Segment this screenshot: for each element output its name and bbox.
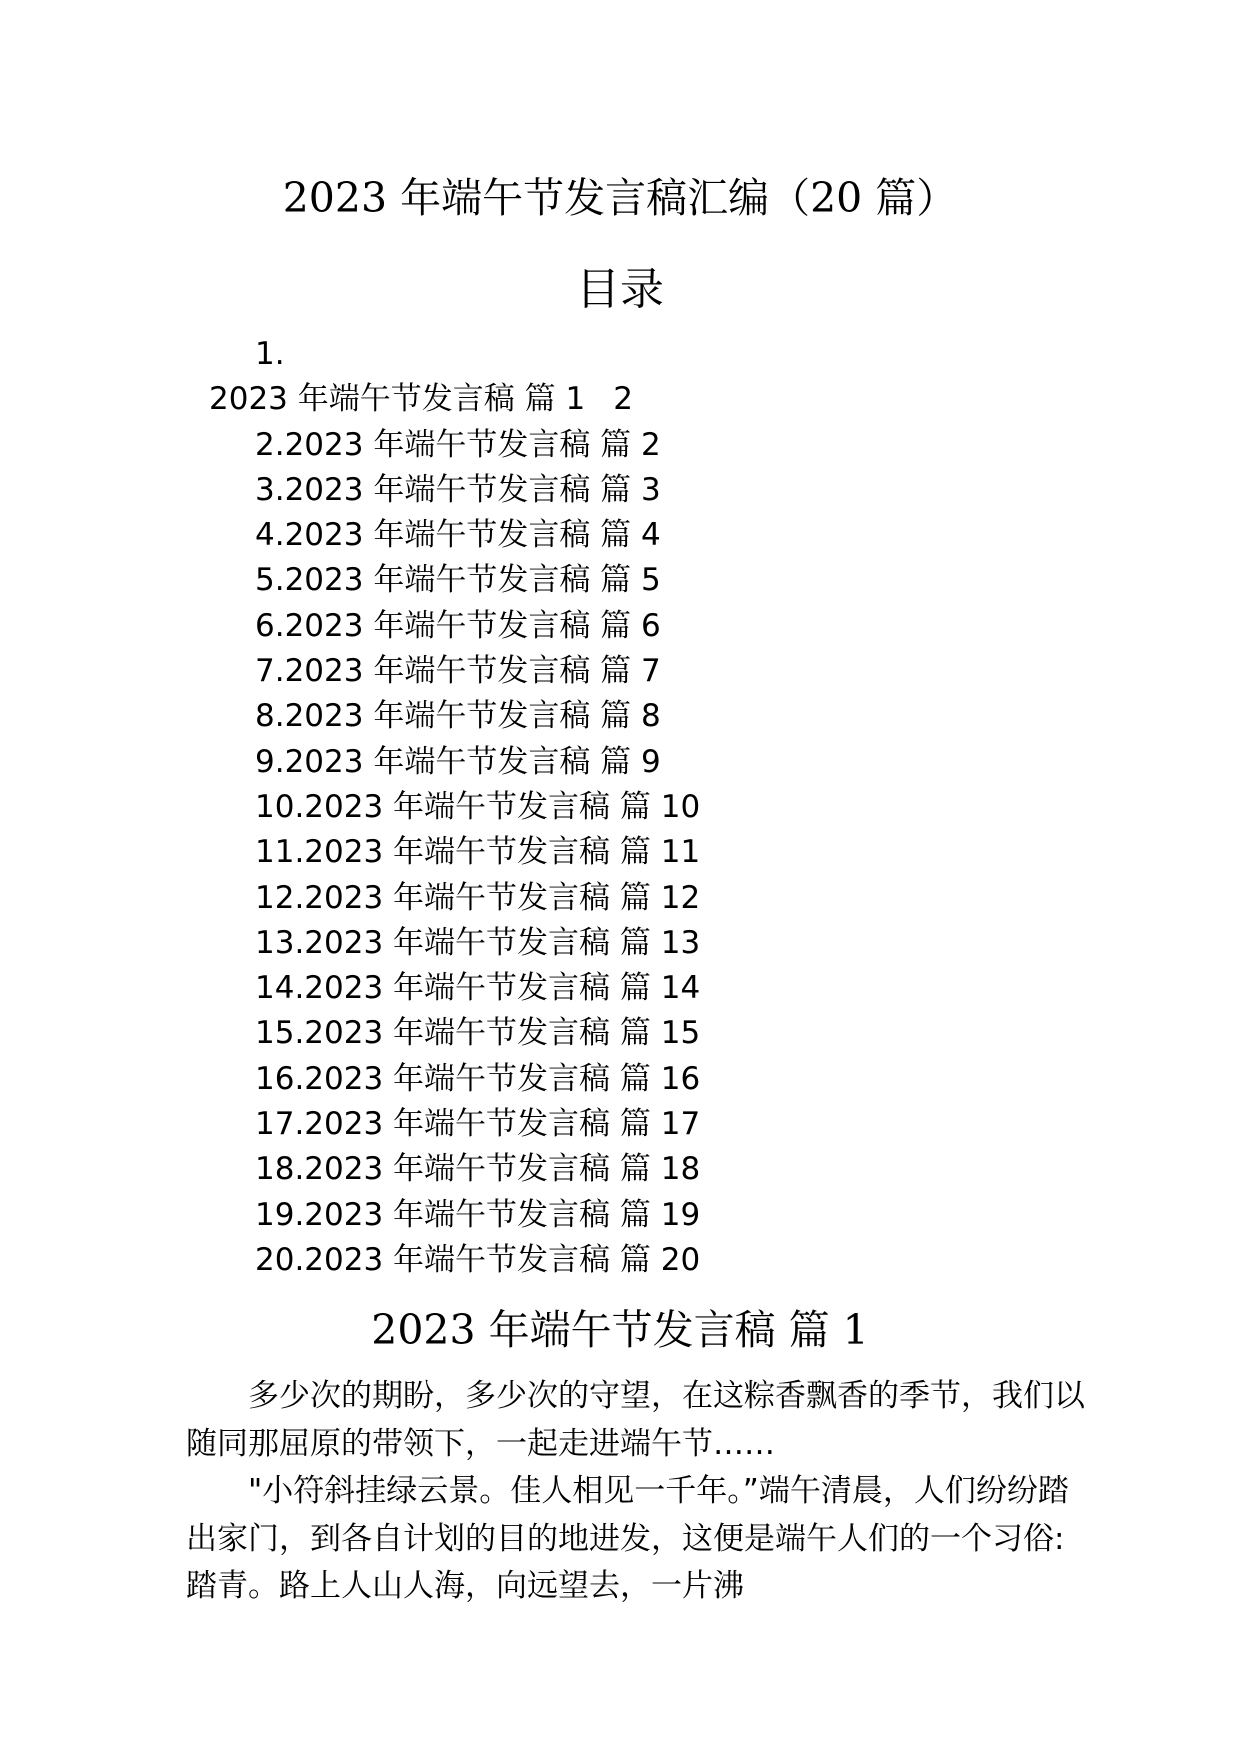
- toc-entry-4[interactable]: 4.2023 年端午节发言稿 篇 4: [255, 517, 661, 554]
- toc-entry-10[interactable]: 10.2023 年端午节发言稿 篇 10: [255, 788, 701, 825]
- toc-entry-14[interactable]: 14.2023 年端午节发言稿 篇 14: [255, 970, 701, 1007]
- body-paragraph: 多少次的期盼，多少次的守望，在这粽香飘香的季节，我们以随同那屈原的带领下，一起走进端午节……: [186, 1378, 1085, 1462]
- toc-entry-1-title[interactable]: [0, 377, 1240, 422]
- body-paragraph: "小符斜挂绿云景。佳人相见一千年。”端午清晨，人们纷纷踏出家门，到各自计划的目的地进发，这便是端午人们的一个习俗: 踏青。路上人山人海，向远望去，一片沸: [186, 1473, 1069, 1604]
- toc-entry-19[interactable]: 19.2023 年端午节发言稿 篇 19: [255, 1196, 701, 1233]
- toc-entry-17[interactable]: 17.2023 年端午节发言稿 篇 17: [255, 1106, 701, 1143]
- toc-entry-16[interactable]: 16.2023 年端午节发言稿 篇 16: [255, 1060, 701, 1097]
- toc-entry-2[interactable]: 2.2023 年端午节发言稿 篇 2: [255, 426, 661, 463]
- document-title: 2023 年端午节发言稿汇编（20 篇）: [282, 174, 958, 222]
- toc-entry-8[interactable]: 8.2023 年端午节发言稿 篇 8: [255, 698, 661, 735]
- section-body: [186, 1373, 1086, 1611]
- toc-entry-number: 1.: [255, 336, 285, 372]
- toc-entry-7[interactable]: 7.2023 年端午节发言稿 篇 7: [255, 653, 661, 690]
- toc-entry-20[interactable]: 20.2023 年端午节发言稿 篇 20: [255, 1241, 701, 1278]
- toc-entry-title: 2023 年端午节发言稿 篇 1: [209, 381, 586, 418]
- toc-entry-1-number[interactable]: [0, 332, 1240, 377]
- toc-entry-11[interactable]: 11.2023 年端午节发言稿 篇 11: [255, 834, 701, 871]
- toc-entry-9[interactable]: 9.2023 年端午节发言稿 篇 9: [255, 743, 661, 780]
- toc-entry-18[interactable]: 18.2023 年端午节发言稿 篇 18: [255, 1151, 701, 1188]
- toc-entry-13[interactable]: 13.2023 年端午节发言稿 篇 13: [255, 924, 701, 961]
- toc-entry-12[interactable]: 12.2023 年端午节发言稿 篇 12: [255, 879, 701, 916]
- toc-heading: 目录: [576, 264, 664, 315]
- toc-page-number: 2: [613, 381, 633, 418]
- toc-entry-3[interactable]: 3.2023 年端午节发言稿 篇 3: [255, 471, 661, 508]
- section-title: 2023 年端午节发言稿 篇 1: [371, 1306, 869, 1354]
- toc-entry-15[interactable]: 15.2023 年端午节发言稿 篇 15: [255, 1015, 701, 1052]
- toc-entry-6[interactable]: 6.2023 年端午节发言稿 篇 6: [255, 607, 661, 644]
- table-of-contents: [0, 332, 1240, 1283]
- toc-entry-5[interactable]: 5.2023 年端午节发言稿 篇 5: [255, 562, 661, 599]
